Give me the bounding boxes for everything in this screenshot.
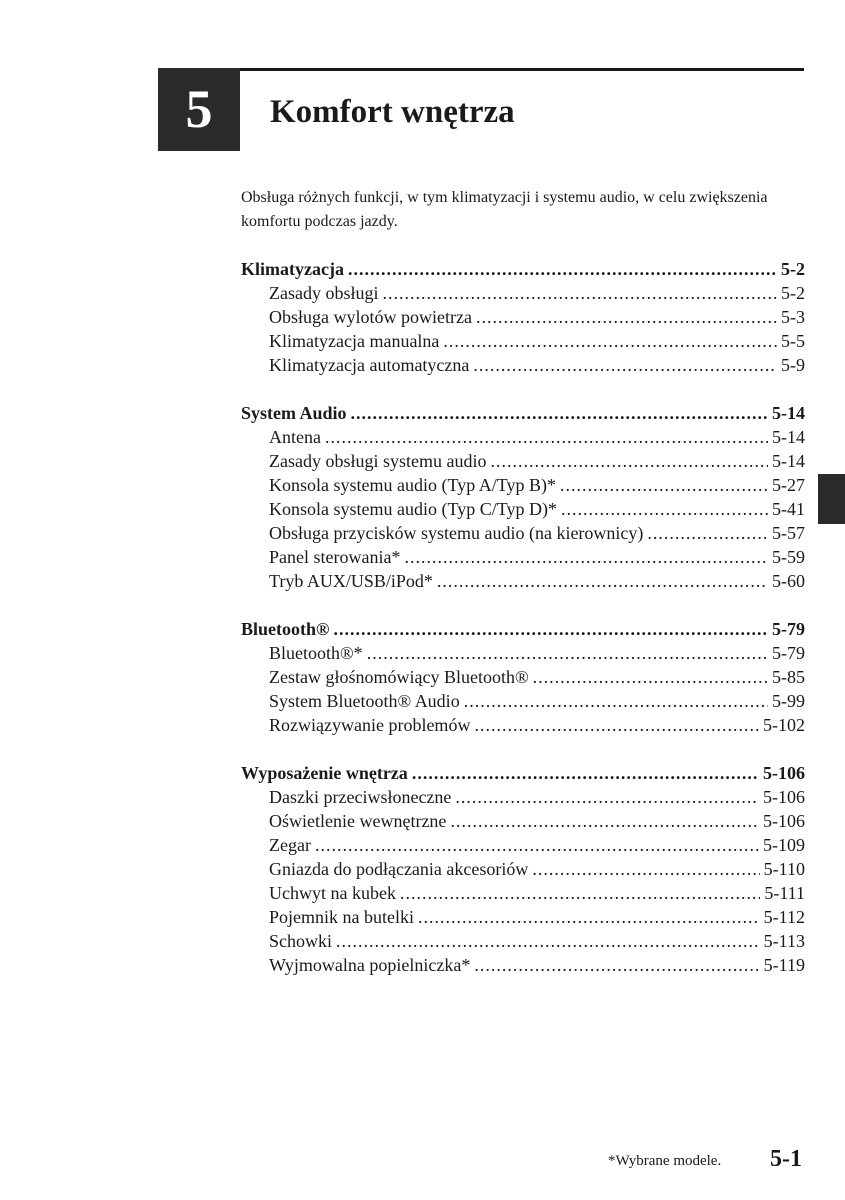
toc-dot-leader (455, 785, 759, 809)
header-rule (158, 68, 804, 71)
toc-entry[interactable] (241, 905, 805, 929)
toc-entry[interactable] (241, 329, 805, 353)
toc-entry[interactable] (241, 713, 805, 737)
toc-entry-title: Tryb AUX/USB/iPod* (269, 571, 433, 591)
toc-entry-page: 5-111 (764, 883, 805, 903)
toc-entry[interactable] (241, 641, 805, 665)
toc-entry-title: Konsola systemu audio (Typ A/Typ B)* (269, 475, 556, 495)
chapter-number: 5 (185, 79, 213, 139)
toc-entry-page: 5-3 (781, 307, 805, 327)
toc-entry-title: Oświetlenie wewnętrzne (269, 811, 447, 831)
toc-entry-title: System Audio (241, 403, 347, 423)
toc-entry[interactable] (241, 281, 805, 305)
toc-entry-page: 5-106 (763, 763, 805, 783)
toc-entry-page: 5-2 (781, 259, 805, 279)
toc-dot-leader (490, 449, 768, 473)
toc-entry[interactable] (241, 497, 805, 521)
toc-entry-title: System Bluetooth® Audio (269, 691, 460, 711)
toc-entry-title: Bluetooth® (241, 619, 330, 639)
toc-entry-page: 5-57 (772, 523, 805, 543)
toc-entry-title: Rozwiązywanie problemów (269, 715, 471, 735)
toc-dot-leader (336, 929, 760, 953)
toc-entry[interactable] (241, 833, 805, 857)
toc-entry-title: Klimatyzacja automatyczna (269, 355, 470, 375)
toc-entry[interactable] (241, 689, 805, 713)
toc-entry-page: 5-60 (772, 571, 805, 591)
toc-entry[interactable] (241, 929, 805, 953)
toc-entry-title: Obsługa wylotów powietrza (269, 307, 472, 327)
toc-dot-leader (437, 569, 768, 593)
toc-entry-title: Uchwyt na kubek (269, 883, 396, 903)
toc-entry-page: 5-109 (763, 835, 805, 855)
table-of-contents (241, 257, 805, 1001)
toc-dot-leader (561, 497, 768, 521)
toc-dot-leader (532, 857, 759, 881)
toc-entry-title: Zegar (269, 835, 311, 855)
toc-entry[interactable] (241, 521, 805, 545)
toc-dot-leader (367, 641, 768, 665)
toc-entry-page: 5-119 (763, 955, 805, 975)
toc-section (241, 257, 805, 377)
toc-entry-page: 5-113 (763, 931, 805, 951)
toc-entry[interactable] (241, 881, 805, 905)
toc-entry[interactable] (241, 665, 805, 689)
toc-entry-page: 5-112 (763, 907, 805, 927)
toc-entry-page: 5-9 (781, 355, 805, 375)
toc-entry-page: 5-14 (772, 451, 805, 471)
chapter-title: Komfort wnętrza (270, 94, 515, 130)
toc-dot-leader (325, 425, 768, 449)
toc-entry-page: 5-14 (772, 403, 805, 423)
toc-entry[interactable] (241, 545, 805, 569)
toc-dot-leader (351, 401, 768, 425)
chapter-number-box (158, 68, 240, 151)
toc-entry-page: 5-106 (763, 811, 805, 831)
toc-entry-page: 5-14 (772, 427, 805, 447)
toc-dot-leader (560, 473, 768, 497)
toc-section (241, 401, 805, 593)
footnote: *Wybrane modele. (608, 1153, 722, 1169)
toc-entry-page: 5-79 (772, 643, 805, 663)
toc-section (241, 761, 805, 977)
toc-dot-leader (404, 545, 768, 569)
toc-entry-page: 5-79 (772, 619, 805, 639)
toc-entry[interactable] (241, 353, 805, 377)
toc-entry[interactable] (241, 953, 805, 977)
toc-entry-title: Zestaw głośnomówiący Bluetooth® (269, 667, 529, 687)
toc-section (241, 617, 805, 737)
toc-section-heading[interactable] (241, 617, 805, 641)
page-number: 5-1 (770, 1146, 802, 1172)
toc-dot-leader (400, 881, 760, 905)
toc-dot-leader (473, 353, 777, 377)
toc-entry-title: Zasady obsługi (269, 283, 379, 303)
toc-entry-page: 5-110 (763, 859, 805, 879)
toc-entry-page: 5-41 (772, 499, 805, 519)
toc-entry[interactable] (241, 785, 805, 809)
toc-entry-title: Schowki (269, 931, 332, 951)
toc-entry-title: Wyposażenie wnętrza (241, 763, 408, 783)
toc-dot-leader (418, 905, 760, 929)
toc-dot-leader (474, 953, 759, 977)
toc-entry[interactable] (241, 449, 805, 473)
toc-entry-title: Zasady obsługi systemu audio (269, 451, 487, 471)
toc-entry-page: 5-102 (763, 715, 805, 735)
toc-dot-leader (348, 257, 777, 281)
toc-dot-leader (333, 617, 768, 641)
toc-entry-page: 5-27 (772, 475, 805, 495)
toc-dot-leader (464, 689, 768, 713)
toc-entry-page: 5-5 (781, 331, 805, 351)
toc-entry-title: Obsługa przycisków systemu audio (na kierownicy) (269, 523, 644, 543)
toc-dot-leader (443, 329, 777, 353)
toc-entry[interactable] (241, 569, 805, 593)
toc-dot-leader (412, 761, 759, 785)
toc-section-heading[interactable] (241, 257, 805, 281)
toc-entry-title: Klimatyzacja (241, 259, 344, 279)
toc-entry-page: 5-85 (772, 667, 805, 687)
toc-entry[interactable] (241, 425, 805, 449)
toc-entry[interactable] (241, 473, 805, 497)
chapter-side-tab (818, 474, 845, 524)
toc-entry[interactable] (241, 305, 805, 329)
toc-entry-title: Wyjmowalna popielniczka* (269, 955, 471, 975)
toc-dot-leader (476, 305, 777, 329)
toc-entry-title: Panel sterowania* (269, 547, 401, 567)
toc-entry-title: Konsola systemu audio (Typ C/Typ D)* (269, 499, 557, 519)
chapter-intro: Obsługa różnych funkcji, w tym klimatyzacji i systemu audio, w celu zwiększenia komfortu podczas jazdy. (241, 189, 768, 230)
toc-dot-leader (474, 713, 759, 737)
toc-entry-title: Gniazda do podłączania akcesoriów (269, 859, 529, 879)
toc-dot-leader (315, 833, 759, 857)
toc-dot-leader (383, 281, 778, 305)
toc-section-heading[interactable] (241, 401, 805, 425)
toc-entry-page: 5-99 (772, 691, 805, 711)
toc-entry-title: Bluetooth®* (269, 643, 363, 663)
toc-entry-page: 5-2 (781, 283, 805, 303)
toc-dot-leader (533, 665, 768, 689)
toc-dot-leader (450, 809, 759, 833)
toc-entry-title: Daszki przeciwsłoneczne (269, 787, 452, 807)
toc-entry-title: Pojemnik na butelki (269, 907, 414, 927)
toc-entry-title: Klimatyzacja manualna (269, 331, 440, 351)
toc-entry[interactable] (241, 809, 805, 833)
toc-entry-title: Antena (269, 427, 321, 447)
toc-section-heading[interactable] (241, 761, 805, 785)
toc-dot-leader (647, 521, 768, 545)
toc-entry-page: 5-106 (763, 787, 805, 807)
toc-entry-page: 5-59 (772, 547, 805, 567)
toc-entry[interactable] (241, 857, 805, 881)
